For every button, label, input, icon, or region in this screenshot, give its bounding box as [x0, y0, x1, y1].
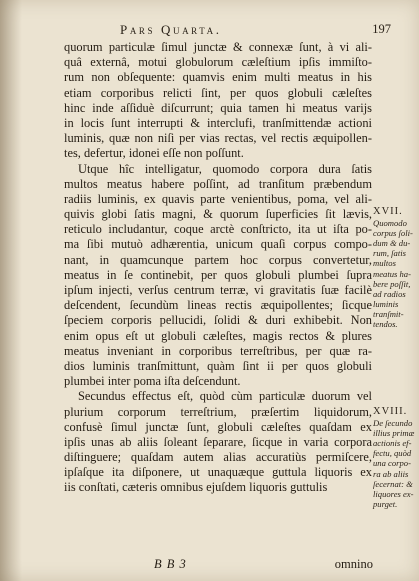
marginal-note-xviii — [373, 407, 419, 509]
text-line: etiam corporibus relicti ſint, per quos globuli cæleſtes — [64, 85, 372, 100]
text-line: in locis ſunt interrupti & interclufi, tranſmittendæ actioni — [64, 115, 372, 130]
marginal-note-line: bere poſſit, — [373, 278, 411, 289]
marginal-note-line: Quomodo — [373, 218, 407, 229]
text-line: Secundus effectus eſt, quòd cùm particulæ duorum vel — [78, 389, 372, 404]
page-footer — [64, 557, 391, 573]
text-line: ipſum injecti, verſus centrum terræ, vi gravitatis ſuæ facilè — [64, 283, 372, 297]
text-line: hinc inde aſſiduè diſcurrunt; quia tamen hi meatus varijs — [64, 100, 372, 115]
marginal-note-line: dum & du- — [373, 238, 411, 249]
text-line: nant, in quamcunque partem hoc corpus convertetur, — [64, 252, 372, 267]
text-line: diſtinguere; quaſdam autem alias accuratiùs permiſcere, — [64, 450, 372, 465]
running-head: Pars Quarta. — [120, 22, 222, 37]
marginal-note-heading: XVII. — [373, 206, 403, 217]
text-line: plumbei inter poma iſta deſcendunt. — [64, 374, 241, 389]
text-line: dios luminis tranſmittunt, quàm ſint ii per quos globuli — [64, 358, 372, 373]
text-line: rum non obſequente: quamvis enim multi meatus in his — [64, 70, 372, 85]
marginal-note-line: liquores ex- — [373, 488, 414, 499]
text-line: multos meatus habere poſſint, ad tranſitum præbendum — [64, 176, 372, 191]
marginal-note-line: tendos. — [373, 319, 398, 330]
marginal-note-line: meatus ha- — [373, 268, 411, 279]
page-number: 197 — [372, 22, 391, 36]
text-line: quâ externâ, motui globulorum cæleſtium ipſis immiſto- — [64, 55, 372, 70]
marginal-note-line: illius primæ — [373, 428, 415, 439]
text-line: radiis luminis, ex quavis parte venientibus, poma, vel ali- — [64, 191, 372, 206]
text-line: meatus inveniant in corporibus terreſtribus, per quæ ra- — [64, 343, 372, 358]
text-line: reticulo includantur, coque arctè conſtricto, ita ut iſta po- — [64, 222, 372, 237]
marginal-note-line: ra ab aliis — [373, 468, 409, 479]
text-line: iis conſtati, cæteris omnibus ejuſdem liquoris guttulis — [64, 480, 328, 495]
text-line: luminis, quæ non niſi per vias rectas, vel rectis æquipollen- — [64, 131, 372, 146]
text-line: meatus in ſe continebit, per quos globuli plumbei ſupra — [64, 267, 372, 282]
text-line: ipſaſque ita diſponere, ut unaquæque guttula liquoris ex — [64, 465, 372, 480]
text-line: quivis globi ſatis magni, & quorum ſuperficies ſit lævis, — [64, 207, 372, 222]
marginal-note-line: luminis — [373, 298, 399, 309]
text-line: Utque hîc intelligatur, quomodo corpora dura ſatis — [78, 161, 372, 176]
marginal-note-line: multos — [373, 258, 396, 269]
signature-mark: B B 3 — [154, 557, 187, 571]
text-line: plurium corporum terreſtrium, præſertim liquidorum, — [64, 404, 372, 419]
body-text — [64, 40, 372, 496]
marginal-note-line: ad radios — [373, 288, 406, 299]
page-header — [60, 22, 391, 40]
text-line: tes, defertur, idonei eſſe non poſſunt. — [64, 146, 244, 161]
marginal-note-line: ſecernat: & — [373, 478, 413, 489]
text-line: ma ſibi mutuò adhærentia, unicum quaſi corpus compo- — [64, 237, 372, 252]
marginal-note-line: fectu, quòd — [373, 448, 412, 459]
marginal-note-line: purget. — [373, 498, 398, 509]
text-line: confusè ſimul junctæ ſunt, globuli cæleſtes quaſdam ex — [64, 419, 372, 434]
marginal-note-line: De ſecundo — [373, 418, 413, 429]
text-line: ſpeciem corporis pellucidi, ſolidi & duri exhibebit. Non — [64, 313, 372, 328]
marginal-note-xvii — [373, 207, 419, 329]
marginal-note-line: rum, ſatis — [373, 248, 406, 259]
text-line: quorum particulæ ſimul junctæ & connexæ ſunt, à vi ali- — [64, 40, 372, 54]
catchword: omnino — [334, 557, 373, 571]
text-line: enim opus eſt ut globuli cæleſtes, magis rectos & plures — [64, 328, 372, 343]
marginal-note-line: tranſmit- — [373, 308, 404, 319]
marginal-note-heading: XVIII. — [373, 406, 408, 417]
text-line: ipſis unas ab aliis ſoleant ſeparare, ſicque in varia corpora — [64, 434, 372, 449]
marginal-note-line: una corpo- — [373, 458, 411, 469]
marginal-note-line: corpus ſoli- — [373, 228, 413, 239]
marginal-note-line: actionis ef- — [373, 438, 412, 449]
text-line: deſcendent, ſecundùm lineas rectis æquipollentes; ſicque — [64, 298, 372, 313]
